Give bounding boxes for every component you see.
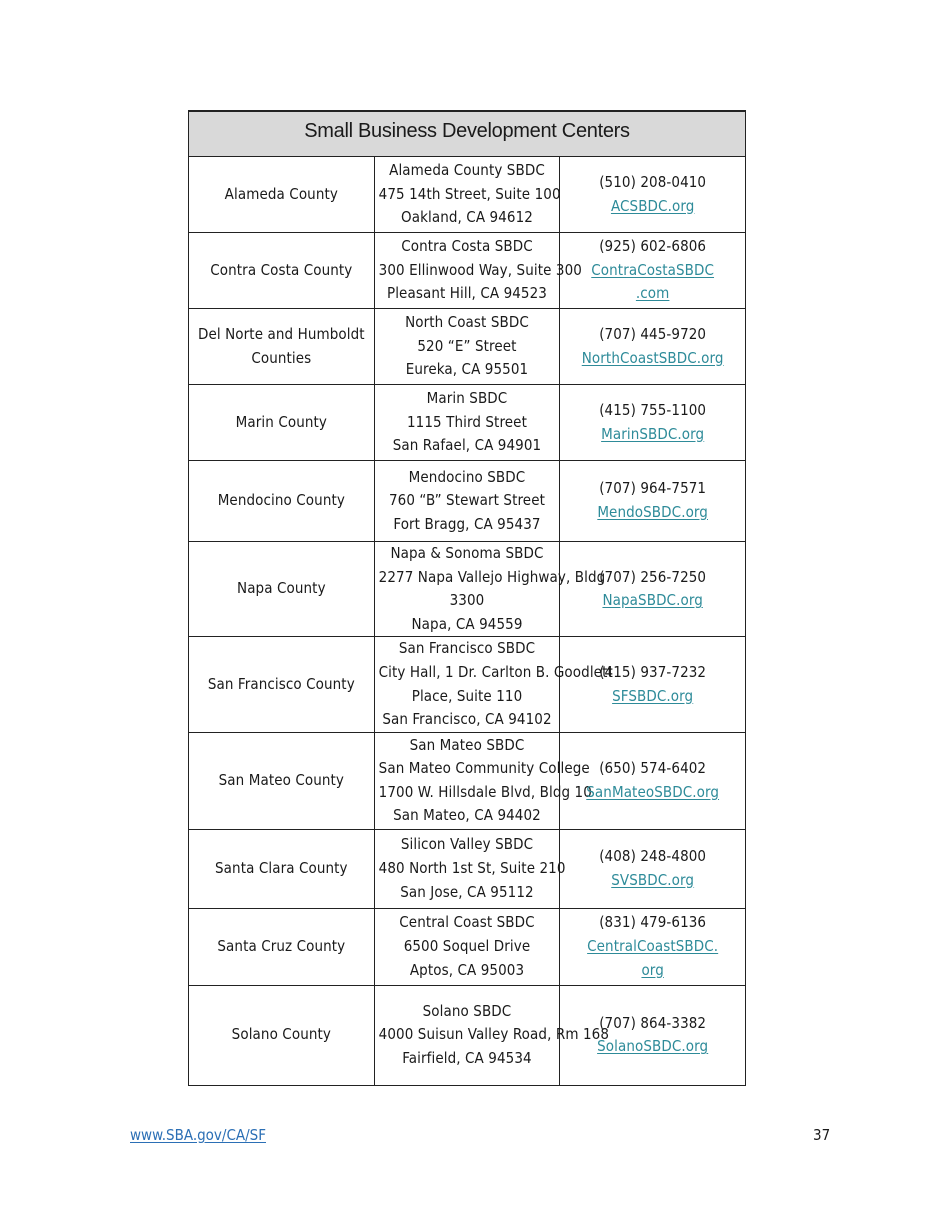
address-line: San Francisco SBDC [398,639,536,658]
county-cell: San Mateo County [189,732,375,829]
contact-cell [560,908,746,985]
table-row [189,637,746,732]
county-cell: Alameda County [189,157,375,233]
table-body [189,157,746,1086]
county-cell: Santa Clara County [189,829,375,908]
address-line: San Jose, CA 95112 [400,882,534,901]
address-line: 475 14th Street, Suite 100 [378,184,561,203]
table-row [189,233,746,309]
address-cell [374,542,606,637]
address-cell [374,233,582,309]
sbdc-table [188,110,746,1086]
phone-number: (415) 755-1100 [599,400,707,419]
county-cell: Marin County [189,385,375,461]
website-link[interactable]: org [641,960,664,979]
address-line: Mendocino SBDC [408,467,526,486]
address-cell [374,309,560,385]
phone-number: (707) 864-3382 [599,1013,707,1032]
page-number: 37 [813,1126,831,1144]
address-line: 1700 W. Hillsdale Blvd, Bldg 10 [378,782,592,801]
contact-cell [560,233,746,309]
contact-cell [560,542,746,637]
address-line: Solano SBDC [422,1001,512,1020]
table-row [189,829,746,908]
address-line: Place, Suite 110 [411,686,523,705]
address-cell [374,829,566,908]
website-link[interactable]: NapaSBDC.org [602,591,703,610]
address-line: Aptos, CA 95003 [409,960,525,979]
contact-cell [560,461,746,542]
website-link[interactable]: SFSBDC.org [612,686,694,705]
website-link[interactable]: ACSBDC.org [610,196,695,215]
website-link[interactable]: .com [635,284,670,303]
address-cell [374,985,610,1085]
website-link[interactable]: SolanoSBDC.org [597,1037,709,1056]
phone-number: (707) 445-9720 [599,324,707,343]
address-line: Fort Bragg, CA 95437 [393,514,541,533]
contact-cell [560,157,746,233]
phone-number: (707) 256-7250 [599,567,707,586]
address-line: 2277 Napa Vallejo Highway, Bldg [378,567,606,586]
address-line: Fairfield, CA 94534 [402,1049,532,1068]
website-link[interactable]: SVSBDC.org [611,870,695,889]
address-line: 6500 Soquel Drive [403,936,531,955]
county-cell: Napa County [189,542,375,637]
website-link[interactable]: CentralCoastSBDC. [587,936,719,955]
phone-number: (831) 479-6136 [599,913,707,932]
address-line: San Mateo Community College [378,759,590,778]
county-cell: Santa Cruz County [189,908,375,985]
address-cell [374,908,560,985]
phone-number: (510) 208-0410 [599,172,707,191]
contact-cell [560,829,746,908]
address-line: Napa & Sonoma SBDC [390,544,544,562]
address-line: San Rafael, CA 94901 [392,436,542,455]
county-cell: Mendocino County [189,461,375,542]
address-line: 4000 Suisun Valley Road, Rm 168 [378,1025,610,1044]
address-line: Silicon Valley SBDC [400,835,534,854]
address-line: Alameda County SBDC [389,161,545,180]
footer-website-link[interactable]: www.SBA.gov/CA/SF [130,1126,266,1144]
address-line: Marin SBDC [426,389,508,408]
website-link[interactable]: MarinSBDC.org [601,424,705,443]
phone-number: (408) 248-4800 [599,847,707,866]
phone-number: (650) 574-6402 [599,759,707,778]
website-link[interactable]: ContraCostaSBDC [591,260,715,279]
address-line: 300 Ellinwood Way, Suite 300 [378,260,582,279]
address-line: City Hall, 1 Dr. Carlton B. Goodlett [378,662,613,681]
table-row [189,309,746,385]
address-line: Pleasant Hill, CA 94523 [386,284,547,303]
contact-cell [560,637,746,732]
contact-cell [560,385,746,461]
table-row [189,732,746,829]
address-line: San Francisco, CA 94102 [382,710,552,729]
address-cell [374,157,560,233]
address-line: San Mateo SBDC [409,735,525,754]
table-row [189,157,746,233]
table-row [189,908,746,985]
address-cell [374,732,592,829]
address-line: 480 North 1st St, Suite 210 [378,858,566,877]
county-cell: San Francisco County [189,637,375,732]
website-link[interactable]: MendoSBDC.org [597,503,708,521]
address-line: Oakland, CA 94612 [400,208,533,227]
county-cell: Solano County [189,985,375,1085]
phone-number: (925) 602-6806 [599,237,707,256]
county-cell: Contra Costa County [189,233,375,309]
phone-number: (707) 964-7571 [599,479,707,498]
address-line: Napa, CA 94559 [411,614,523,633]
phone-number: (415) 937-7232 [599,662,707,681]
address-line: Contra Costa SBDC [401,237,533,256]
table-header-row [189,111,746,157]
address-line: 760 “B” Stewart Street [388,491,545,510]
address-line: 3300 [449,591,485,610]
address-line: North Coast SBDC [405,313,529,332]
table-row [189,385,746,461]
address-cell [374,385,560,461]
address-line: 520 “E” Street [417,336,517,355]
address-line: 1115 Third Street [406,412,527,431]
address-cell [374,637,613,732]
county-cell: Del Norte and Humboldt Counties [189,309,375,385]
address-line: Central Coast SBDC [399,913,535,932]
table-row [189,985,746,1085]
address-line: Eureka, CA 95501 [405,360,529,379]
contact-cell [560,309,746,385]
website-link[interactable]: NorthCoastSBDC.org [581,348,724,367]
table-row [189,461,746,542]
address-cell [374,461,560,542]
address-line: San Mateo, CA 94402 [393,806,541,825]
table-title: Small Business Development Centers [189,111,746,157]
contact-cell [560,732,746,829]
table-row [189,542,746,637]
website-link[interactable]: SanMateoSBDC.org [586,782,720,801]
